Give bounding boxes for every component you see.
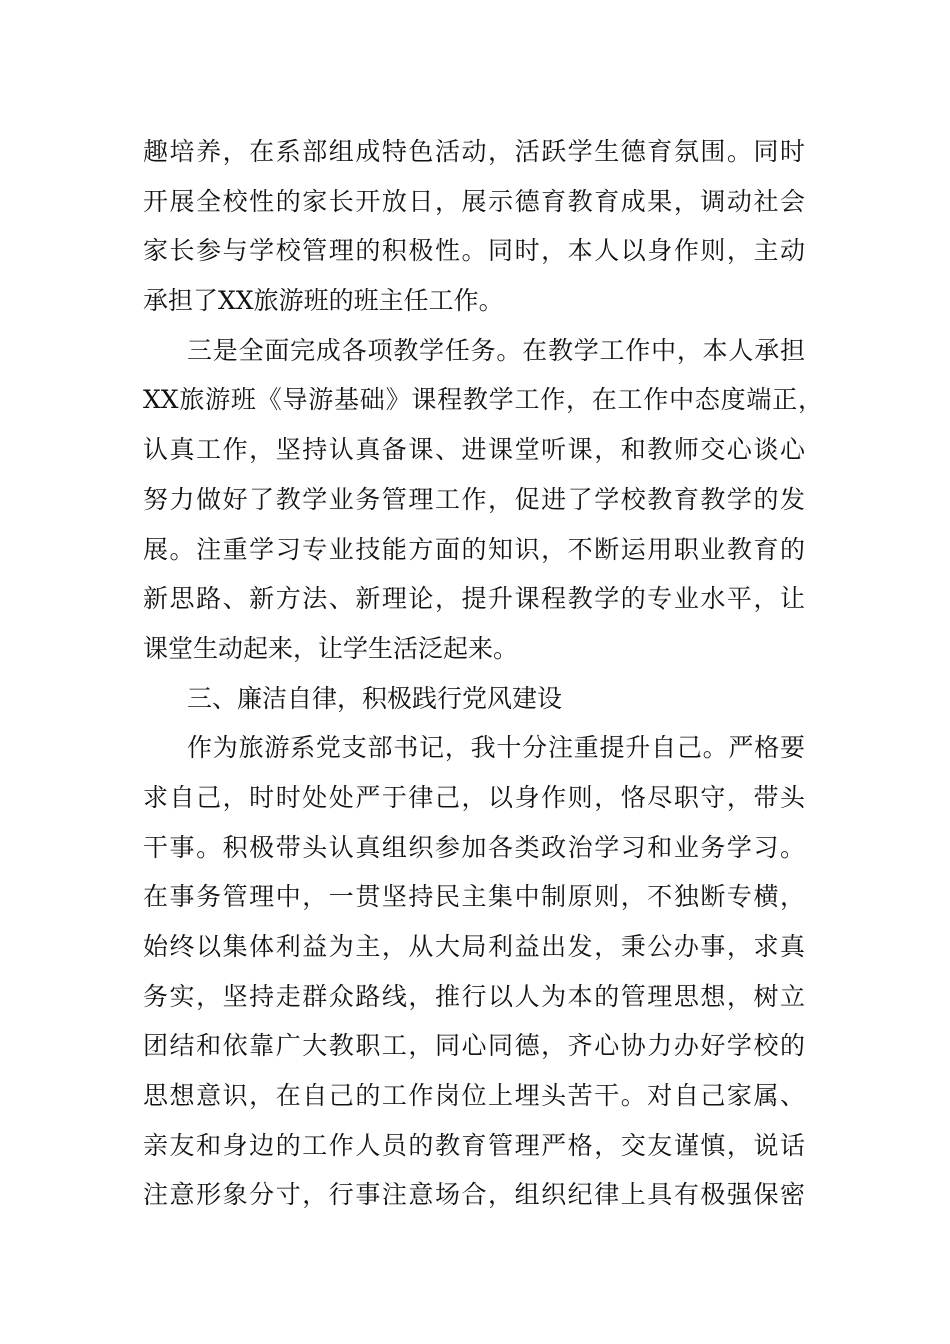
document-page bbox=[143, 127, 823, 1220]
text-line: 三、廉洁自律，积极践行党风建设 bbox=[187, 683, 563, 713]
text-line: 始终以集体利益为主，从大局利益出发，秉公办事，求真 bbox=[143, 932, 805, 961]
text-line: 思想意识，在自己的工作岗位上埋头苦干。对自己家属、 bbox=[143, 1081, 805, 1111]
text-line: 趣培养，在系部组成特色活动，活跃学生德育氛围。同时 bbox=[143, 137, 805, 166]
text-line: 在事务管理中，一贯坚持民主集中制原则，不独断专横， bbox=[143, 882, 805, 912]
text-line: 承担了XX旅游班的班主任工作。 bbox=[143, 286, 504, 316]
text-line: 干事。积极带头认真组织参加各类政治学习和业务学习。 bbox=[143, 832, 805, 862]
text-line: 新思路、新方法、新理论，提升课程教学的专业水平，让 bbox=[143, 584, 805, 614]
text-line: 课堂生动起来，让学生活泛起来。 bbox=[143, 633, 519, 663]
text-line: 作为旅游系党支部书记，我十分注重提升自己。严格要 bbox=[187, 733, 805, 763]
text-line: 展。注重学习专业技能方面的知识，不断运用职业教育的 bbox=[143, 534, 805, 564]
text-line: 务实，坚持走群众路线，推行以人为本的管理思想，树立 bbox=[143, 981, 805, 1011]
text-line: 家长参与学校管理的积极性。同时，本人以身作则，主动 bbox=[143, 236, 805, 266]
text-line: 亲友和身边的工作人员的教育管理严格，交友谨慎，说话 bbox=[143, 1130, 805, 1160]
text-line: XX旅游班《导游基础》课程教学工作，在工作中态度端正， bbox=[143, 385, 823, 415]
text-line: 团结和依靠广大教职工，同心同德，齐心协力办好学校的 bbox=[143, 1031, 805, 1061]
text-line: 认真工作，坚持认真备课、进课堂听课，和教师交心谈心 bbox=[143, 435, 805, 465]
text-line: 注意形象分寸，行事注意场合，组织纪律上具有极强保密 bbox=[143, 1180, 805, 1210]
text-line: 三是全面完成各项教学任务。在教学工作中，本人承担 bbox=[187, 335, 805, 365]
text-line: 求自己，时时处处严于律己，以身作则，恪尽职守，带头 bbox=[143, 782, 805, 812]
text-line: 努力做好了教学业务管理工作，促进了学校教育教学的发 bbox=[143, 484, 805, 514]
text-line: 开展全校性的家长开放日，展示德育教育成果，调动社会 bbox=[143, 186, 805, 216]
